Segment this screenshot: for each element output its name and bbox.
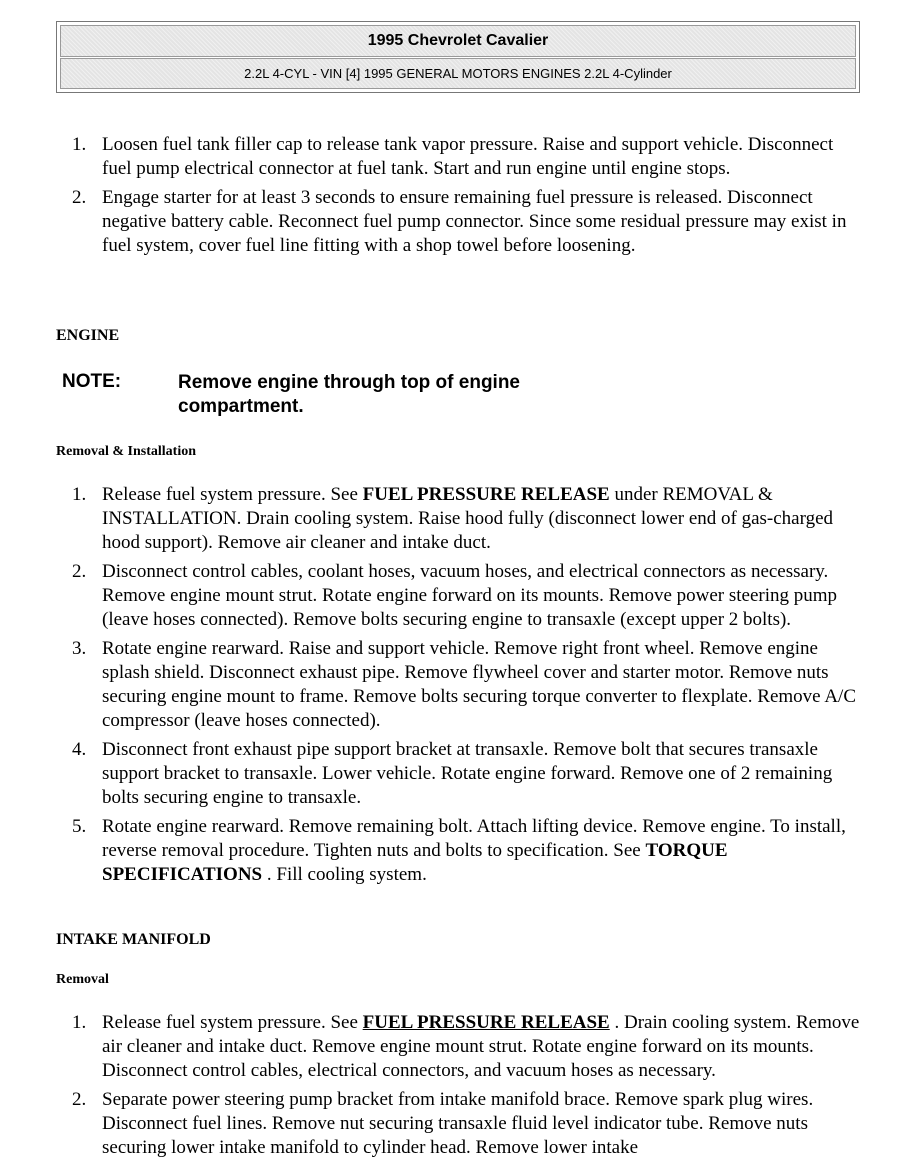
fuel-pressure-steps xyxy=(62,133,862,263)
step-text: Release fuel system pressure. See xyxy=(102,1012,363,1033)
list-item xyxy=(62,738,862,810)
engine-removal-steps xyxy=(62,483,862,892)
list-item xyxy=(62,133,862,181)
step-number: 4. xyxy=(72,739,87,760)
section-heading-engine: ENGINE xyxy=(56,327,120,344)
step-text: Rotate engine rearward. Remove remaining bolt. Attach lifting device. Remove engine. To install, reverse removal procedure. Tighten nuts and bolts to specification. See xyxy=(102,816,846,861)
step-number: 2. xyxy=(72,187,87,208)
step-text: Rotate engine rearward. Raise and support vehicle. Remove right front wheel. Remove engine splash shield. Disconnect exhaust pipe. Remove flywheel cover and starter motor. Remove nuts securing engine mount to frame. Remove bolts securing torque converter to flexplate. Remove A/C compressor (leave hoses connected). xyxy=(102,638,856,731)
list-item xyxy=(62,815,862,887)
step-number: 1. xyxy=(72,484,87,505)
list-item xyxy=(62,186,862,258)
section-heading-intake-manifold: INTAKE MANIFOLD xyxy=(56,931,211,948)
subsection-heading-removal-installation: Removal & Installation xyxy=(56,444,196,459)
list-item xyxy=(62,637,862,733)
step-text: Separate power steering pump bracket from intake manifold brace. Remove spark plug wires. Disconnect fuel lines. Remove nut securing transaxle fluid level indicator tube. Remove nuts securing lower intake manifold to cylinder head. Remove lower intake xyxy=(102,1089,814,1158)
step-text: Disconnect control cables, coolant hoses, vacuum hoses, and electrical connectors as necessary. Remove engine mount strut. Rotate engine forward on its mounts. Remove power steering pump (leave hoses connected). Remove bolts securing engine to transaxle (except upper 2 bolts). xyxy=(102,561,838,630)
fuel-pressure-release-link[interactable]: FUEL PRESSURE RELEASE xyxy=(362,1012,610,1033)
header-title: 1995 Chevrolet Cavalier xyxy=(60,25,856,57)
step-text: Release fuel system pressure. See xyxy=(102,484,363,505)
list-item xyxy=(62,1011,862,1083)
note-label: NOTE: xyxy=(62,371,122,392)
torque-specifications-link[interactable]: TORQUE SPECIFICATIONS xyxy=(102,840,728,885)
step-number: 1. xyxy=(72,1012,87,1033)
subsection-heading-removal: Removal xyxy=(56,972,109,987)
step-number: 2. xyxy=(72,561,87,582)
header-subtitle: 2.2L 4-CYL - VIN [4] 1995 GENERAL MOTORS ENGINES 2.2L 4-Cylinder xyxy=(60,58,856,89)
step-text: . Drain cooling system. Remove air cleaner and intake duct. Remove engine mount strut. Rotate engine forward on its mounts. Disconnect control cables, electrical connectors, and vacuum hoses as necessary. xyxy=(102,1012,860,1081)
list-item xyxy=(62,483,862,555)
step-number: 5. xyxy=(72,816,87,837)
step-number: 2. xyxy=(72,1089,87,1110)
intake-removal-steps xyxy=(62,1011,862,1165)
step-text: Engage starter for at least 3 seconds to ensure remaining fuel pressure is released. Disconnect negative battery cable. Reconnect fuel pump connector. Since some residual pressure may exist in fuel system, cover fuel line fitting with a shop towel before loosening. xyxy=(102,187,847,256)
step-number: 3. xyxy=(72,638,87,659)
step-text: . Fill cooling system. xyxy=(262,864,427,885)
list-item xyxy=(62,1088,862,1160)
fuel-pressure-release-link[interactable]: FUEL PRESSURE RELEASE xyxy=(362,484,610,505)
step-text: Loosen fuel tank filler cap to release tank vapor pressure. Raise and support vehicle. Disconnect fuel pump electrical connector at fuel tank. Start and run engine until engine stops. xyxy=(102,134,834,179)
step-number: 1. xyxy=(72,134,87,155)
step-text: under REMOVAL & INSTALLATION. Drain cooling system. Raise hood fully (disconnect lower end of gas-charged hood support). Remove air cleaner and intake duct. xyxy=(102,484,834,553)
note-text: Remove engine through top of engine compartment. xyxy=(178,372,520,417)
document-header xyxy=(56,21,860,93)
list-item xyxy=(62,560,862,632)
step-text: Disconnect front exhaust pipe support bracket at transaxle. Remove bolt that secures transaxle support bracket to transaxle. Lower vehicle. Rotate engine forward. Remove one of 2 remaining bolts securing engine to transaxle. xyxy=(102,739,833,808)
